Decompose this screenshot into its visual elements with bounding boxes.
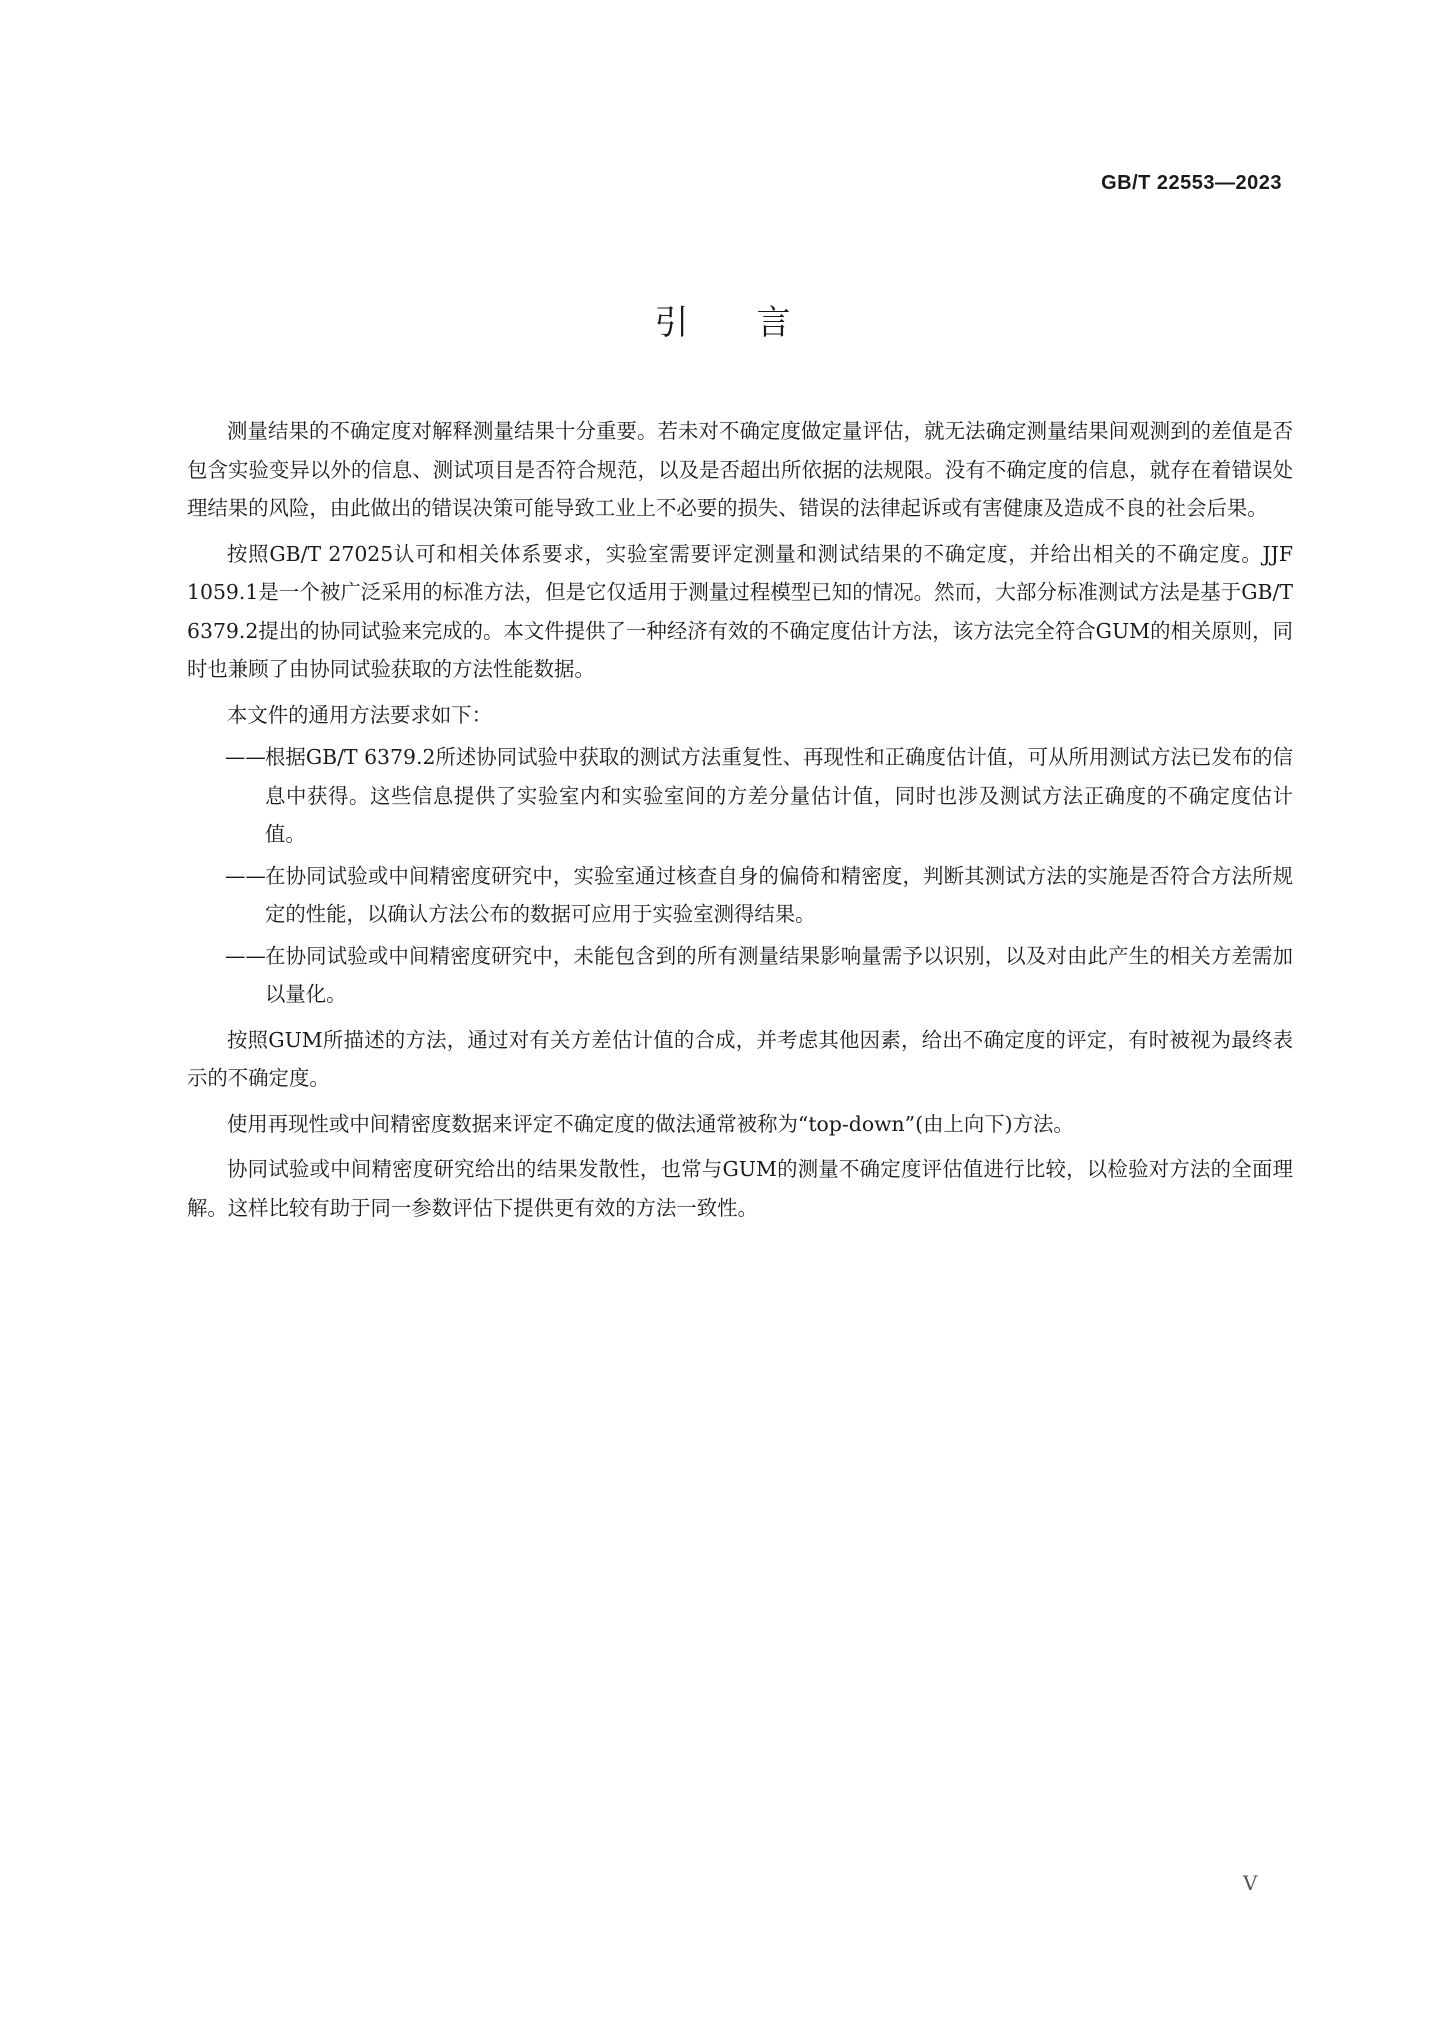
list-item [187,738,1293,854]
paragraph-list-intro: 本文件的通用方法要求如下： [227,702,493,727]
list-dash: —— [225,745,266,769]
paragraph-importance: 测量结果的不确定度对解释测量结果十分重要。若未对不确定度做定量评估，就无法确定测量结果间观测到的差值是否包含实验变异以外的信息、测试项目是否符合规范，以及是否超出所依据的法规限。没有不确定度的信息，就存在着错误处理结果的风险，由此做出的错误决策可能导致工业上不必要的损失、错误的法律起诉或有害健康及造成不良的社会后果。 [187,419,1293,520]
standard-number: GB/T 22553—2023 [1101,172,1282,194]
list-item [187,857,1293,934]
paragraph-requirements: 按照GB/T 27025认可和相关体系要求，实验室需要评定测量和测试结果的不确定度，并给出相关的不确定度。JJF 1059.1是一个被广泛采用的标准方法，但是它仅适用于测量过程模型已知的情况。然而，大部分标准测试方法是基于GB/T 6379.2提出的协同试验来完成的。本文件提供了一种经济有效的不确定度估计方法，该方法完全符合GUM的相关原则，同时也兼顾了由协同试验获取的方法性能数据。 [187,541,1293,681]
paragraph-comparison: 协同试验或中间精密度研究给出的结果发散性，也常与GUM的测量不确定度评估值进行比较，以检验对方法的全面理解。这样比较有助于同一参数评估下提供更有效的方法一致性。 [187,1157,1293,1220]
list-item-text: 根据GB/T 6379.2所述协同试验中获取的测试方法重复性、再现性和正确度估计值，可从所用测试方法已发布的信息中获得。这些信息提供了实验室内和实验室间的方差分量估计值，同时也涉及测试方法正确度的不确定度估计值。 [265,745,1293,846]
list-dash: —— [225,943,266,968]
requirements-list [187,738,1293,1014]
page-title: 引言 [654,303,859,343]
list-dash: —— [225,863,266,888]
paragraph-top-down: 使用再现性或中间精密度数据来评定不确定度的做法通常被称为“top-down”(由上向下)方法。 [227,1111,1074,1136]
paragraph-gum-method: 按照GUM所描述的方法，通过对有关方差估计值的合成，并考虑其他因素，给出不确定度的评定，有时被视为最终表示的不确定度。 [187,1027,1293,1090]
introduction-body [187,412,1293,1234]
page-number: V [1243,1871,1258,1895]
list-item-text: 在协同试验或中间精密度研究中，未能包含到的所有测量结果影响量需予以识别，以及对由此产生的相关方差需加以量化。 [265,943,1293,1006]
list-item-text: 在协同试验或中间精密度研究中，实验室通过核查自身的偏倚和精密度，判断其测试方法的实施是否符合方法所规定的性能，以确认方法公布的数据可应用于实验室测得结果。 [265,863,1293,926]
list-item [187,937,1293,1014]
